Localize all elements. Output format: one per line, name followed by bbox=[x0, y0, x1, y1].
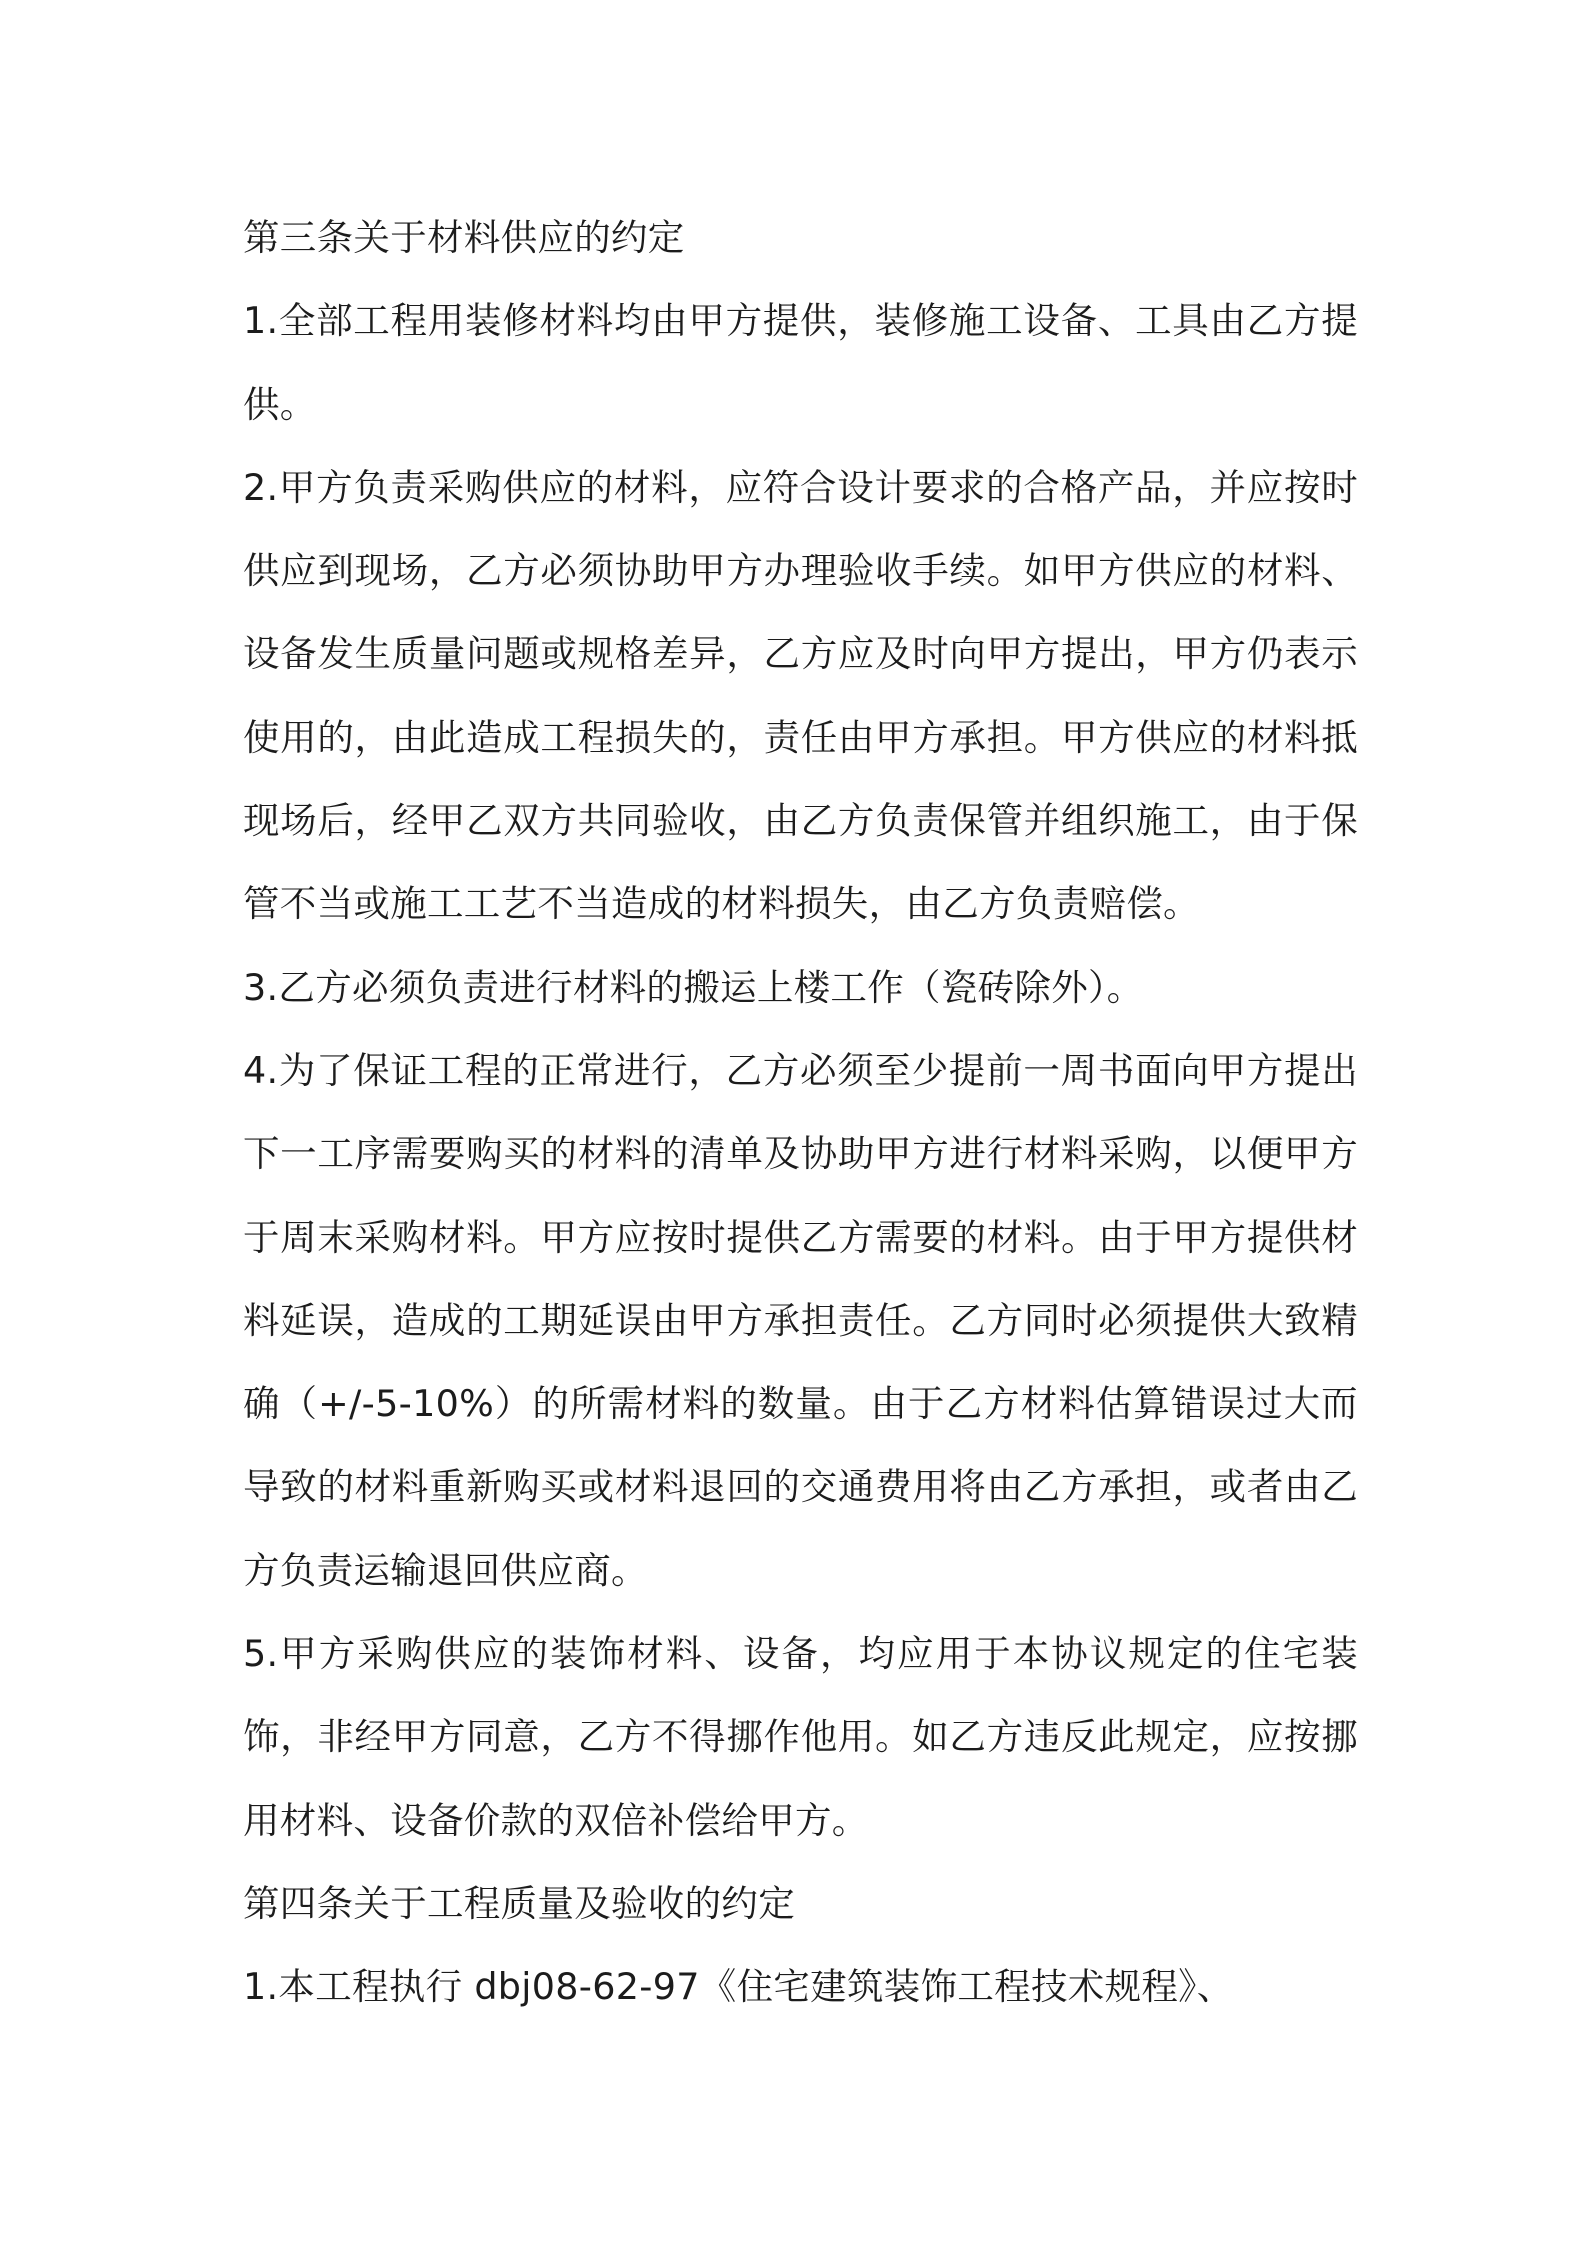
section-heading-article-4: 第四条关于工程质量及验收的约定 bbox=[243, 1881, 795, 1925]
paragraph-3-1: 1.全部工程用装修材料均由甲方提供，装修施工设备、工具由乙方提供。 bbox=[243, 299, 1358, 426]
document-body bbox=[243, 196, 1358, 2029]
section-heading-article-3: 第三条关于材料供应的约定 bbox=[243, 216, 685, 259]
paragraph-4-1: 1.本工程执行 dbj08-62-97《住宅建筑装饰工程技术规程》、 bbox=[243, 1965, 1234, 2009]
paragraph-3-3: 3.乙方必须负责进行材料的搬运上楼工作（瓷砖除外）。 bbox=[243, 965, 1144, 1009]
paragraph-3-4: 4.为了保证工程的正常进行，乙方必须至少提前一周书面向甲方提出下一工序需要购买的材料的清单及协助甲方进行材料采购，以便甲方于周末采购材料。甲方应按时提供乙方需要的材料。由于甲方提供材料延误，造成的工期延误由甲方承担责任。乙方同时必须提供大致精确（+/-5-10%）的所需材料的数量。由于乙方材料估算错误过大而导致的材料重新购买或材料退回的交通费用将由乙方承担，或者由乙方负责运输退回供应商。 bbox=[243, 1048, 1358, 1592]
paragraph-3-5: 5.甲方采购供应的装饰材料、设备，均应用于本协议规定的住宅装饰，非经甲方同意，乙方不得挪作他用。如乙方违反此规定，应按挪用材料、设备价款的双倍补偿给甲方。 bbox=[243, 1632, 1358, 1842]
paragraph-3-2: 2.甲方负责采购供应的材料，应符合设计要求的合格产品，并应按时供应到现场，乙方必须协助甲方办理验收手续。如甲方供应的材料、设备发生质量问题或规格差异，乙方应及时向甲方提出，甲方仍表示使用的，由此造成工程损失的，责任由甲方承担。甲方供应的材料抵现场后，经甲乙双方共同验收，由乙方负责保管并组织施工，由于保管不当或施工工艺不当造成的材料损失，由乙方负责赔偿。 bbox=[243, 465, 1358, 926]
